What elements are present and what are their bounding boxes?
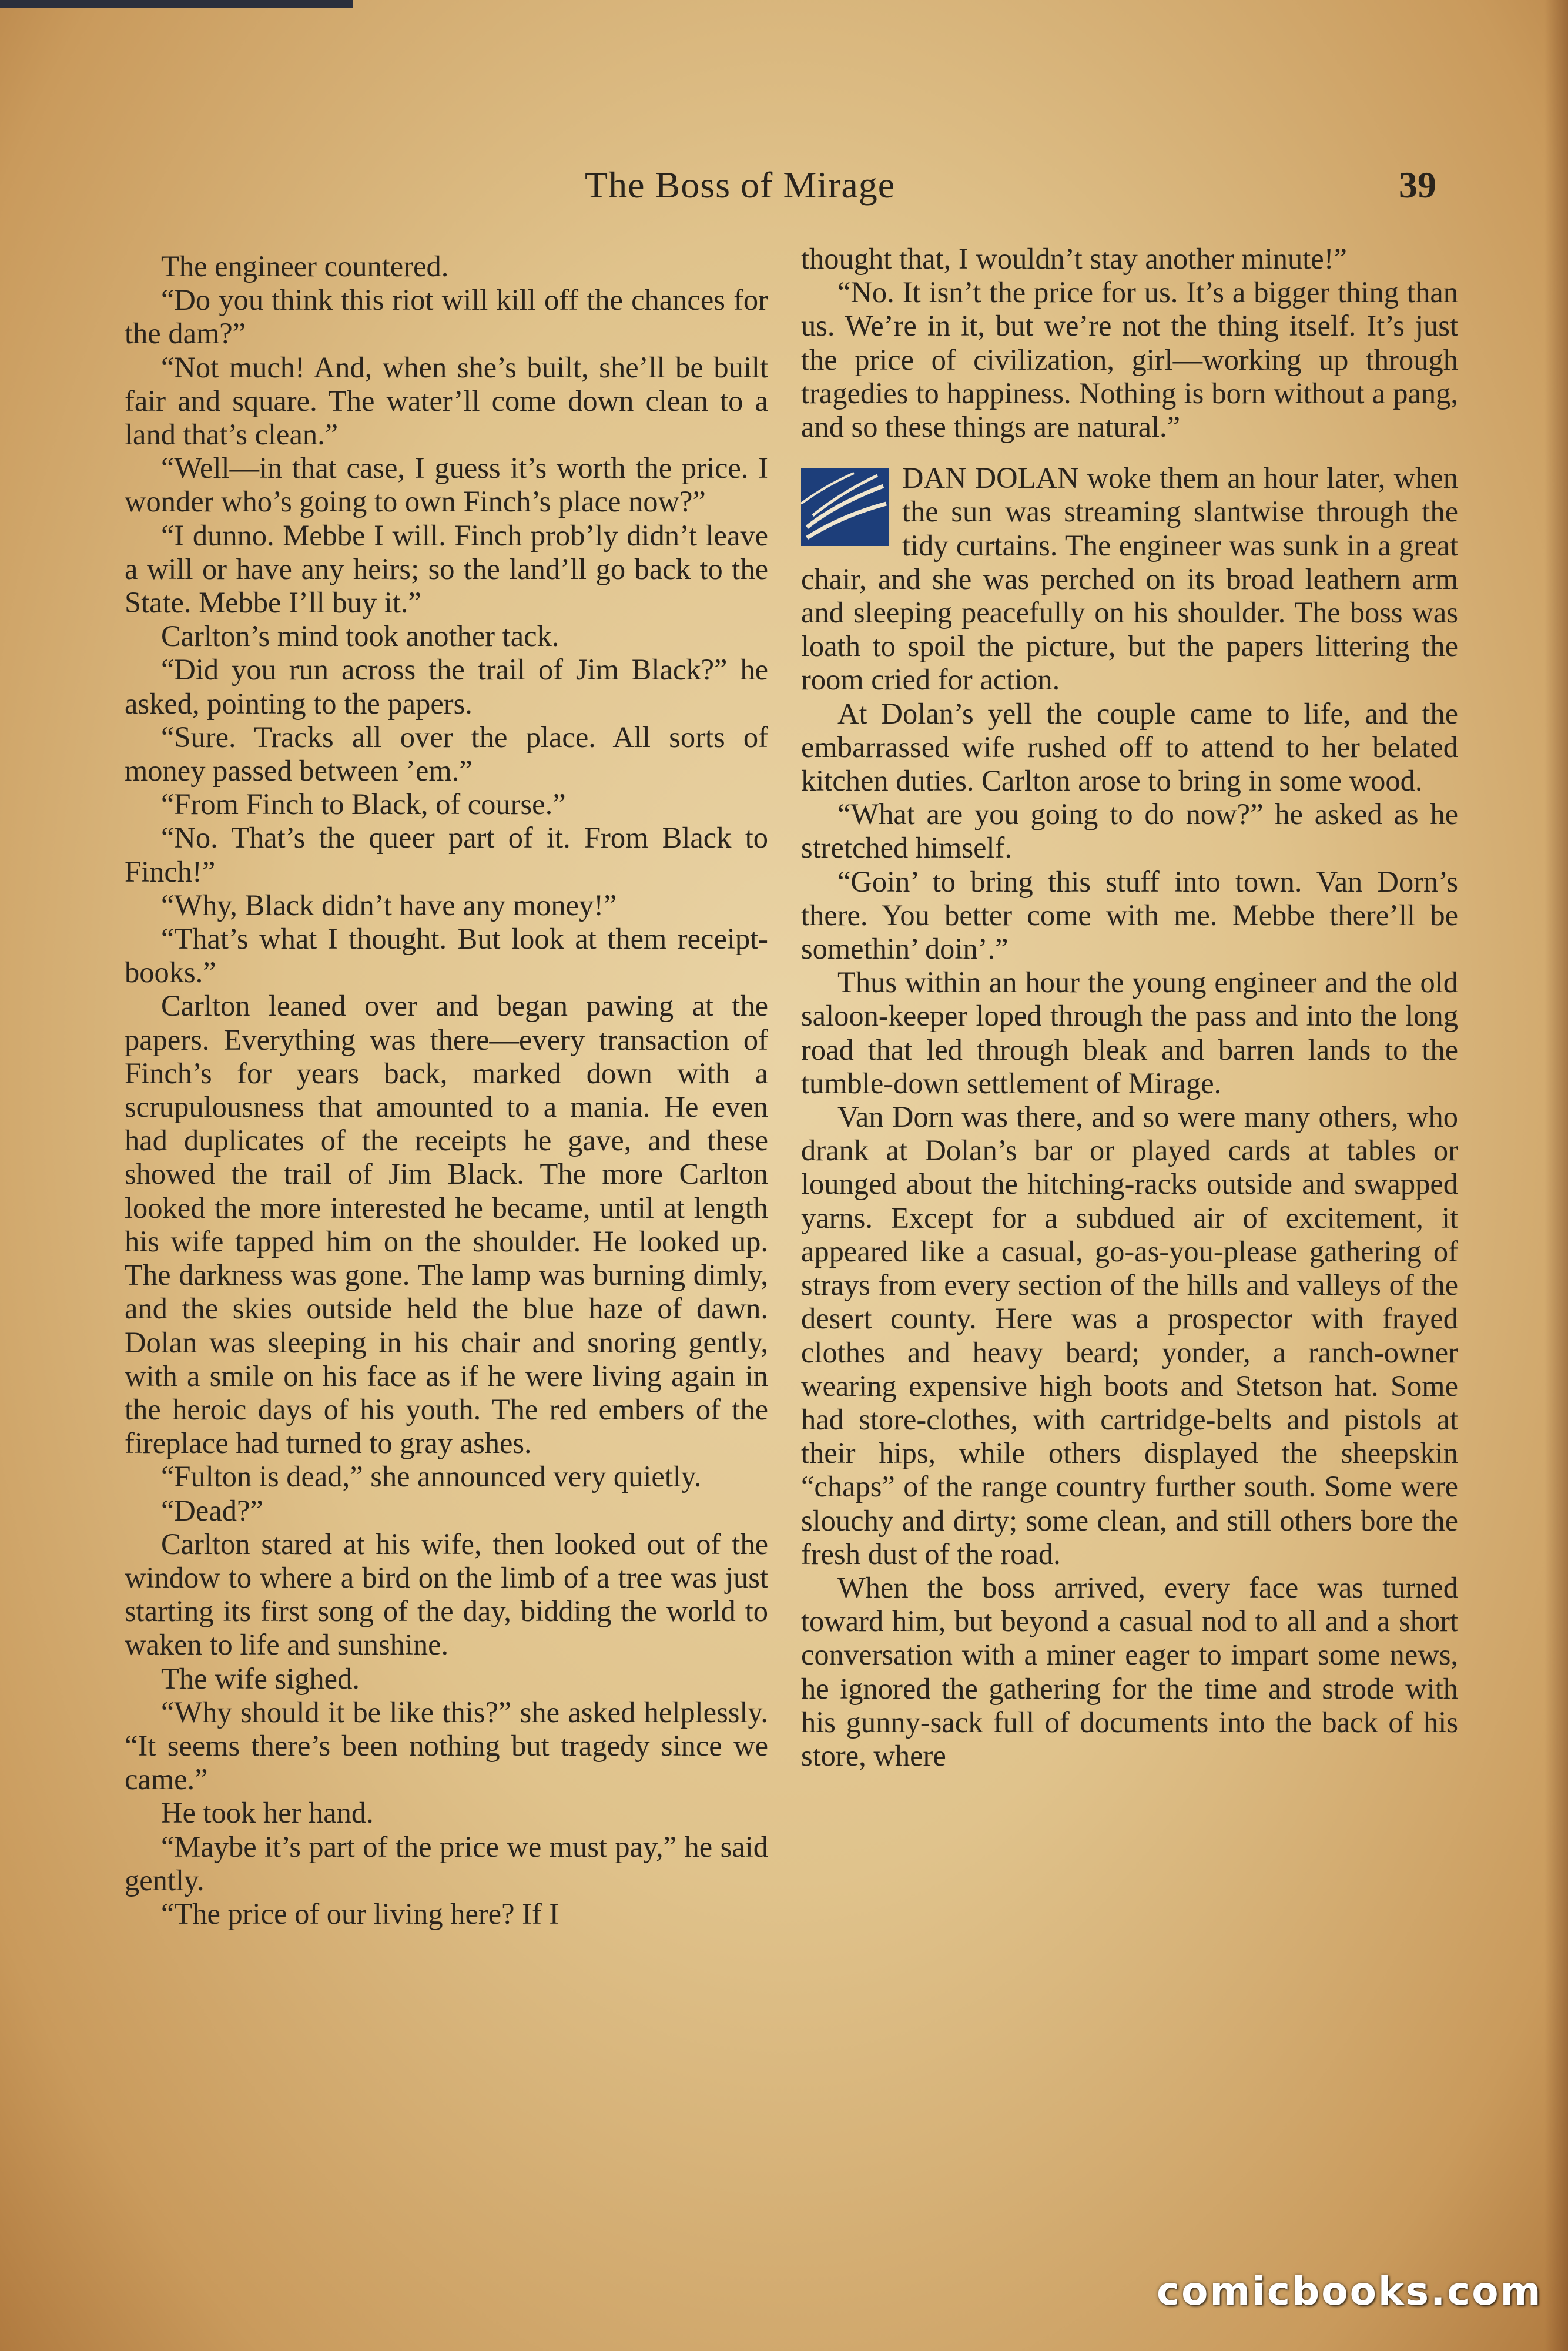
drop-paragraph: DAN DOLAN woke them an hour later, when the sun was streaming slantwise through the tidy curtains. The engineer was sunk in a great chair, and she was perched on its broad leathern arm and sleeping peacefully on his shoulder. The boss was loath to spoil the picture, but the papers littering the room cried for action. <box>801 461 1458 696</box>
paragraph: “Do you think this riot will kill off the chances for the dam?” <box>125 283 768 350</box>
paragraph: Carlton’s mind took another tack. <box>161 619 559 653</box>
paragraph: “I dunno. Mebbe I will. Finch prob’ly didn’t leave a will or have any heirs; so the land’ll go back to the State. Mebbe I’ll buy it.” <box>125 518 768 619</box>
left-column <box>125 250 768 1931</box>
paragraph: At Dolan’s yell the couple came to life, and the embarrassed wife rushed off to attend to her belated kitchen duties. Carlton arose to bring in some wood. <box>801 696 1458 798</box>
paragraph: “From Finch to Black, of course.” <box>161 788 566 821</box>
paragraph: “That’s what I thought. But look at them receipt-books.” <box>125 922 768 989</box>
paragraph: “Dead?” <box>161 1493 263 1527</box>
paragraph: “Why, Black didn’t have any money!” <box>161 888 617 922</box>
paragraph: “Maybe it’s part of the price we must pay,” he said gently. <box>125 1830 768 1897</box>
paragraph: “Not much! And, when she’s built, she’ll be built fair and square. The water’ll come down clean to a land that’s clean.” <box>125 350 768 451</box>
paragraph: “The price of our living here? If I <box>161 1897 559 1930</box>
paragraph: Carlton stared at his wife, then looked out of the window to where a bird on the limb of a tree was just starting its first song of the day, bidding the world to waken to life and sunshine. <box>125 1527 768 1662</box>
paragraph: “Why should it be like this?” she asked helplessly. “It seems there’s been nothing but tragedy since we came.” <box>125 1695 768 1796</box>
paragraph: “Did you run across the trail of Jim Black?” he asked, pointing to the papers. <box>125 653 768 720</box>
paragraph: “No. That’s the queer part of it. From Black to Finch!” <box>125 821 768 888</box>
paragraph: “No. It isn’t the price for us. It’s a bigger thing than us. We’re in it, but we’re not the thing itself. It’s just the price of civilization, girl—working up through tragedies to happiness. Nothing is born without a pang, and so these things are natural.” <box>801 276 1458 444</box>
paragraph: The engineer countered. <box>161 250 449 283</box>
paragraph: Thus within an hour the young engineer and the old saloon-keeper loped through the pass and into the long road that led through bleak and barren lands to the tumble-down settlement of Mirage. <box>801 966 1458 1100</box>
section-break <box>801 461 1458 696</box>
watermark: comicbooks.com <box>1157 2269 1543 2314</box>
paragraph: Carlton leaned over and began pawing at the papers. Everything was there—every transaction of Finch’s for years back, marked down with a scrupulousness that amounted to a mania. He even had duplicates of the receipts he gave, and these showed the trail of Jim Black. The more Carlton looked the more interested he became, until at length his wife tapped him on the shoulder. He looked up. The darkness was gone. The lamp was burning dimly, and the skies outside held the blue haze of dawn. Dolan was sleeping in his chair and snoring gently, with a smile on his face as if he were living again in the heroic days of his youth. The red embers of the fireplace had turned to gray ashes. <box>125 989 768 1460</box>
paragraph: “Goin’ to bring this stuff into town. Van Dorn’s there. You better come with me. Mebbe there’ll be somethin’ doin’.” <box>801 865 1458 966</box>
paragraph: When the boss arrived, every face was turned toward him, but beyond a casual nod to all and a short conversation with a miner eager to impart some news, he ignored the gathering for the time and strode with his gunny-sack full of documents into the back of his store, where <box>801 1570 1458 1772</box>
paragraph: “Fulton is dead,” she announced very quietly. <box>161 1460 702 1493</box>
paragraph: He took her hand. <box>161 1796 374 1830</box>
paragraph: “Sure. Tracks all over the place. All sorts of money passed between ’em.” <box>125 720 768 788</box>
paragraph: Van Dorn was there, and so were many others, who drank at Dolan’s bar or played cards at tables or lounged about the hitching-racks outside and swapped yarns. Except for a subdued air of excitement, it appeared like a casual, go-as-you-please gathering of strays from every section of the hills and valleys of the desert county. Here was a prospector with frayed clothes and heavy beard; yonder, a ranch-owner wearing expensive high boots and Stetson hat. Some had store-clothes, with cartridge-belts and pistols at their hips, while others displayed the sheepskin “chaps” of the range country further south. Some were slouchy and dirty; some clean, and still others bore the fresh dust of the road. <box>801 1100 1458 1570</box>
ornament-icon <box>801 468 889 546</box>
page-edge-top <box>0 0 353 8</box>
page-number: 39 <box>1399 164 1436 206</box>
running-title: The Boss of Mirage <box>585 164 896 206</box>
paragraph-continuation: thought that, I wouldn’t stay another minute!” <box>801 242 1347 275</box>
paragraph: “What are you going to do now?” he asked as he stretched himself. <box>801 798 1458 865</box>
paragraph: “Well—in that case, I guess it’s worth the price. I wonder who’s going to own Finch’s place now?” <box>125 451 768 518</box>
page-edge-shadow <box>1544 0 1568 2351</box>
paragraph: The wife sighed. <box>161 1662 360 1695</box>
right-column <box>801 242 1458 1773</box>
